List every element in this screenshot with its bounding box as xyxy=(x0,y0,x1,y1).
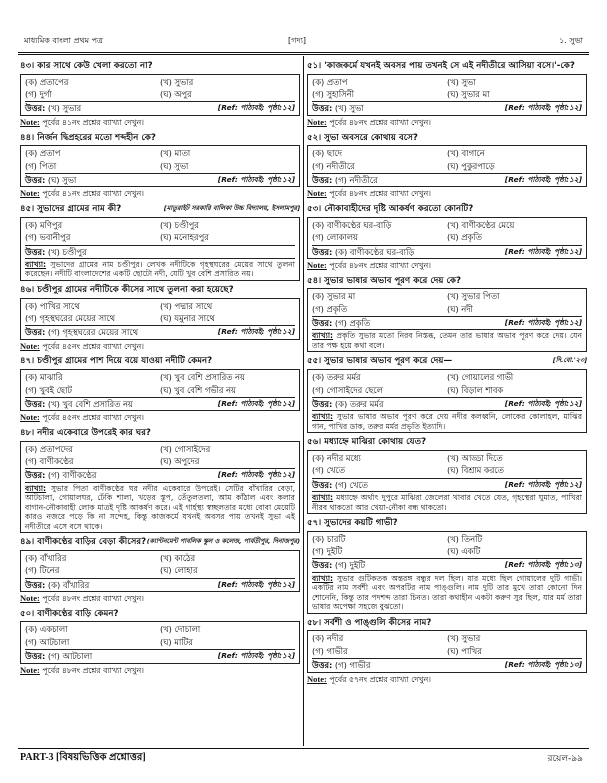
answer-row xyxy=(312,316,582,329)
reference-text: [Ref: পাঠ্যবই: পৃষ্ঠা:১২] xyxy=(217,103,295,113)
question-title xyxy=(307,275,587,288)
option-item: (গ) দুর্গা xyxy=(25,89,52,100)
question-title xyxy=(307,60,587,73)
answer-line xyxy=(312,103,364,113)
option-item: (গ) খুবই ছোট xyxy=(25,384,72,395)
question-text: ৪৯। বাণীকণ্ঠের বাড়ির বেড়া কীসের? xyxy=(20,537,147,548)
answer-value: (গ) নদীতীরে xyxy=(334,175,378,185)
answer-box xyxy=(307,288,587,352)
answer-box xyxy=(307,145,587,187)
option-item: (খ) গোয়ালের গাভী xyxy=(447,372,514,383)
options-grid xyxy=(312,532,582,559)
note-label: Note: xyxy=(20,664,40,675)
note-label: Note: xyxy=(20,116,40,127)
answer-box xyxy=(307,630,587,672)
reference-text: [Ref: পাঠ্যবই: পৃষ্ঠা:১২] xyxy=(217,327,295,337)
option-item: (গ) খেতে xyxy=(312,465,345,476)
answer-label: উত্তর: xyxy=(312,660,333,671)
answer-value: (গ) গৃহস্থঘরের মেয়ের সাথে xyxy=(47,327,138,338)
option-item: (ঘ) নদী xyxy=(447,303,473,314)
explanation xyxy=(25,258,295,280)
note-line xyxy=(307,259,587,272)
option-item: (ঘ) অপুর xyxy=(160,89,192,100)
answer-row xyxy=(312,397,582,410)
question-block xyxy=(20,608,300,677)
answer-label: উত্তর: xyxy=(312,175,333,185)
option-item: (ঘ) মাটির xyxy=(160,636,193,647)
question-title xyxy=(20,355,300,368)
option-item: (খ) বাগানে xyxy=(447,148,485,159)
answer-label: উত্তর: xyxy=(25,246,46,257)
answer-label: উত্তর: xyxy=(25,398,46,409)
note-text: পূর্বের ৪৮নং প্রশ্নের ব্যাখ্যা দেখুন। xyxy=(329,189,431,199)
question-text: ৫২। সুভা অবসরে কোথায় বসে? xyxy=(307,132,418,143)
answer-line xyxy=(312,399,383,409)
explanation xyxy=(25,482,295,532)
right-column xyxy=(307,60,587,688)
question-title xyxy=(307,203,587,216)
option-item: (ক) মণিপুর xyxy=(25,219,63,230)
note-label: Note: xyxy=(307,116,327,127)
note-text: পূর্বের ৪৮নং প্রশ্নের ব্যাখ্যা দেখুন। xyxy=(329,117,431,127)
option-item: (ক) মাঝারি xyxy=(25,372,63,383)
option-item: (গ) টিনের xyxy=(25,565,60,576)
answer-box xyxy=(20,621,300,663)
option-item: (খ) দোচালা xyxy=(160,624,201,635)
explanation-text: সুভার ভাষার অভাব পূরণ করে দেয় নদীর কলধ্বনি, লোকের কোলাহল, মাঝির গান, পাখির ডাক, তরুর মর্মর প্রভৃতি ইত্যাদি। xyxy=(312,412,582,431)
answer-label: উত্তর: xyxy=(312,398,333,409)
option-item: (ক) প্রতাপ xyxy=(312,76,348,87)
option-item: (ক) সুভার মা xyxy=(312,291,356,302)
question-text: ৪৫। সুভাদের গ্রামের নাম কী? xyxy=(20,204,122,215)
answer-box xyxy=(20,298,300,340)
options-grid xyxy=(25,442,295,469)
note-text: পূর্বের ৪৮নং প্রশ্নের ব্যাখ্যা দেখুন। xyxy=(329,260,431,270)
note-line xyxy=(20,116,300,129)
question-block xyxy=(20,355,300,424)
question-source-tag: [দি.বো.'২৩] xyxy=(552,356,587,365)
option-item: (গ) প্রকৃতি xyxy=(312,303,348,314)
answer-value: (খ) খুব বেশি প্রসারিত নয় xyxy=(47,398,133,409)
options-grid xyxy=(312,370,582,397)
question-block xyxy=(20,284,300,353)
footer-rule xyxy=(18,748,589,749)
reference-text: [Ref: পাঠ্যবই: পৃষ্ঠা:১২] xyxy=(504,175,582,184)
question-text: ৪৩। কার সাথে কেউ খেলা করতো না? xyxy=(20,61,153,71)
answer-row xyxy=(312,478,582,491)
answer-line xyxy=(312,175,378,185)
answer-label: উত্তর: xyxy=(312,246,333,257)
reference-text: [Ref: পাঠ্যবই: পৃষ্ঠা:১২] xyxy=(504,103,582,113)
answer-line xyxy=(312,480,368,490)
options-grid xyxy=(312,289,582,316)
reference-text: [Ref: পাঠ্যবই: পৃষ্ঠা:১২] xyxy=(217,175,295,184)
note-line xyxy=(307,673,587,686)
option-item: (খ) পদ্মার সাথে xyxy=(160,300,213,311)
answer-value: (খ) সুভা xyxy=(334,103,364,114)
answer-value: (গ) আটচালা xyxy=(47,651,93,662)
answer-line xyxy=(312,318,370,328)
option-item: (ঘ) সুভা xyxy=(160,160,189,171)
option-item: (ঘ) যমুনার সাথে xyxy=(160,312,215,323)
note-text: পূর্বের ৫৭নং প্রশ্নের ব্যাখ্যা দেখুন। xyxy=(329,674,431,684)
option-item: (ঘ) মনোহরপুর xyxy=(160,232,209,243)
answer-value: (খ) সুভার xyxy=(47,103,82,114)
note-line xyxy=(20,592,300,605)
option-item: (ক) একচালা xyxy=(25,624,68,635)
question-block xyxy=(20,203,300,281)
answer-label: উত্তর: xyxy=(312,103,333,114)
option-item: (ক) তরুর মর্মর xyxy=(312,372,361,383)
reference-text: [Ref: পাঠ্যবই: পৃষ্ঠা:১২] xyxy=(217,651,295,661)
answer-box xyxy=(20,145,300,187)
option-item: (ঘ) বিশ্রাম করতে xyxy=(447,465,504,476)
answer-row xyxy=(312,558,582,571)
note-line xyxy=(20,411,300,424)
question-title xyxy=(20,132,300,145)
question-text: ৫৫। সুভার ভাষার অভাব পূরণ করে দেয়— xyxy=(307,356,453,367)
answer-box xyxy=(20,74,300,116)
note-line xyxy=(20,664,300,677)
answer-box xyxy=(307,217,587,259)
explanation-text: প্রকৃতি সুভার মতো নিরব নিস্তব্ধ, তেমন তার ভাষার অভাব পূরণ করে দেয়। যেন তার পক্ষ হয়ে কথা বলে। xyxy=(312,331,582,350)
question-text: ৫১। 'কাজকর্মে যখনই অবসর পায় তখনই সে এই নদীতীরে আসিয়া বসে।'-কে? xyxy=(307,61,575,71)
page-footer xyxy=(18,752,589,768)
question-text: ৫০। বাণীকণ্ঠের বাড়ি কেমন? xyxy=(20,608,119,619)
option-item: (ক) ছাদে xyxy=(312,148,343,159)
question-title xyxy=(20,203,300,216)
answer-box xyxy=(20,441,300,534)
options-grid xyxy=(25,622,295,649)
answer-label: উত্তর: xyxy=(312,318,333,329)
question-block xyxy=(307,275,587,353)
question-source-tag: (ক্যান্টনমেন্ট পাবলিক স্কুল ও কলেজ, পার্বতীপুর, দিনাজপুর) xyxy=(146,537,300,546)
options-grid xyxy=(25,146,295,173)
explanation-label: ব্যাখ্যা: xyxy=(312,412,334,422)
reference-text: [Ref: পাঠ্যবই: পৃষ্ঠা:১২] xyxy=(217,579,295,589)
option-item: (খ) চণ্ডীপুর xyxy=(160,219,199,230)
option-item: (খ) সুভার xyxy=(447,633,481,644)
note-label: Note: xyxy=(20,188,40,199)
option-item: (খ) সুভার পিতা xyxy=(447,291,500,302)
option-item: (ঘ) অপুদের xyxy=(160,456,200,467)
options-grid xyxy=(312,146,582,173)
reference-text: [Ref: পাঠ্যবই: পৃষ্ঠা:১২] xyxy=(217,398,295,408)
option-item: (গ) গাভীর xyxy=(312,645,348,656)
question-title xyxy=(20,60,300,73)
answer-label: উত্তর: xyxy=(25,579,46,590)
option-item: (ক) পাখির সাথে xyxy=(25,300,80,311)
explanation-label: ব্যাখ্যা: xyxy=(312,573,334,583)
note-text: পূর্বের ৪১নং প্রশ্নের ব্যাখ্যা দেখুন। xyxy=(42,189,144,199)
option-item: (ঘ) বিড়াল শাবক xyxy=(447,384,504,395)
explanation xyxy=(312,572,582,613)
answer-box xyxy=(20,369,300,411)
option-item: (ঘ) লোহার xyxy=(160,565,198,576)
answer-label: উত্তর: xyxy=(312,560,333,571)
answer-value: (ক) বাণীকণ্ঠের ঘর-বাড়ি xyxy=(334,246,415,257)
answer-value: (গ) প্রকৃতি xyxy=(334,318,371,329)
note-label: Note: xyxy=(307,188,327,199)
note-label: Note: xyxy=(20,593,40,604)
page-number: রয়েল-৯৯ xyxy=(547,754,583,764)
question-block xyxy=(20,536,300,605)
question-block xyxy=(307,355,587,433)
question-block xyxy=(307,203,587,272)
option-item: (ঘ) প্রকৃতি xyxy=(447,232,482,243)
answer-line xyxy=(25,327,138,337)
options-grid xyxy=(312,75,582,102)
option-item: (ক) প্রতাপদের xyxy=(25,443,73,454)
answer-label: উত্তর: xyxy=(25,175,46,185)
options-grid xyxy=(312,451,582,478)
question-block xyxy=(20,427,300,533)
reference-text: [Ref: পাঠ্যবই: পৃষ্ঠা:১৩] xyxy=(504,660,582,670)
option-item: (গ) পিতা xyxy=(25,160,57,171)
question-block xyxy=(307,617,587,686)
answer-line xyxy=(25,651,92,661)
answer-row xyxy=(312,173,582,186)
options-grid xyxy=(25,370,295,397)
answer-row xyxy=(25,173,295,186)
note-text: পূর্বের ৪৮নং প্রশ্নের ব্যাখ্যা দেখুন। xyxy=(42,594,144,604)
answer-value: (ক) বাঁখারির xyxy=(47,579,90,590)
section-label: [গদ্য] xyxy=(288,36,307,45)
option-item: (খ) আড্ডা দিতে xyxy=(447,452,503,463)
note-label: Note: xyxy=(20,340,40,351)
explanation xyxy=(312,491,582,513)
answer-row xyxy=(312,658,582,671)
answer-label: উত্তর: xyxy=(25,651,46,662)
answer-label: উত্তর: xyxy=(25,470,46,481)
option-item: (খ) তিনটি xyxy=(447,533,483,544)
option-item: (ঘ) পুকুরপাড়ে xyxy=(447,160,495,171)
answer-row xyxy=(25,468,295,481)
answer-line xyxy=(312,247,414,257)
explanation-label: ব্যাখ্যা: xyxy=(312,493,334,503)
answer-line xyxy=(25,103,81,113)
option-item: (গ) নদীতীরে xyxy=(312,160,355,171)
question-text: ৪৬। চণ্ডীপুর গ্রামের নদীটিকে কীসের সাথে তুলনা করা হয়েছে? xyxy=(20,284,234,295)
answer-box xyxy=(307,531,587,614)
reference-text: [Ref: পাঠ্যবই: পৃষ্ঠা:১২] xyxy=(217,470,295,480)
book-title: মাধ্যমিক বাংলা প্রথম পত্র xyxy=(24,36,103,45)
question-source-tag: [মাতুরাইট সরকারি বালিকা উচ্চ বিদ্যালয়, ইসলামপুর] xyxy=(163,204,300,213)
answer-line xyxy=(312,660,370,670)
answer-line xyxy=(312,560,365,570)
question-title xyxy=(20,608,300,621)
question-text: ৫৬। মধ্যাহ্নে মাঝিরা কোথায় যেত? xyxy=(307,437,427,448)
option-item: (ঘ) একটি xyxy=(447,546,481,557)
answer-box xyxy=(307,369,587,433)
question-text: ৫৩। নৌকাবাহীদের দৃষ্টি আকর্ষণ করতো কোনটি? xyxy=(307,204,474,215)
question-block xyxy=(307,132,587,201)
answer-value: (গ) বাণীকণ্ঠের xyxy=(47,470,97,481)
header-rule xyxy=(18,52,589,53)
question-text: ৪৮। নদীর একেবারে উপরেই কার ঘর? xyxy=(20,427,151,438)
note-label: Note: xyxy=(20,412,40,423)
question-text: ৫৮। সর্বশী ও পাঙ্গুলি কীসের নাম? xyxy=(307,617,432,628)
explanation xyxy=(312,410,582,432)
answer-value: (গ) খেতে xyxy=(334,479,368,490)
footer-part-label: PART-3 [বিষয়ভিত্তিক প্রশ্নোত্তর] xyxy=(20,752,146,763)
question-block xyxy=(307,517,587,614)
answer-box xyxy=(20,550,300,592)
answer-line xyxy=(25,580,89,590)
option-item: (ক) প্রতাপ xyxy=(25,148,61,159)
option-item: (ক) নদীর xyxy=(312,633,344,644)
options-grid xyxy=(25,218,295,245)
option-item: (গ) দুইটি xyxy=(312,546,343,557)
answer-label: উত্তর: xyxy=(25,103,46,114)
answer-value: (খ) চণ্ডীপুর xyxy=(47,246,87,257)
answer-row xyxy=(25,397,295,410)
option-item: (ক) প্রতাপের xyxy=(25,76,69,87)
option-item: (ক) বাণীকণ্ঠের ঘর-বাড়ি xyxy=(312,219,392,230)
reference-text: [Ref: পাঠ্যবই: পৃষ্ঠা:১২] xyxy=(504,246,582,256)
question-title xyxy=(20,284,300,297)
answer-box xyxy=(20,217,300,281)
option-item: (খ) গোসাইদের xyxy=(160,443,211,454)
note-line xyxy=(307,116,587,129)
answer-box xyxy=(307,450,587,514)
note-line xyxy=(20,187,300,200)
explanation-text: সুভার পিতা বাণীকণ্ঠের ঘর নদীর একেবারে উপরেই। সেটির বাঁখারির বেড়া, আটচালা, গোয়ালঘর, ঢেঁকি শালা, খড়ের স্তূপ, তেঁতুলতলা, আম কাঁঠাল এবং কলার বাগান-নৌকাবাহী লোক মাত্রই দৃষ্টি আকর্ষণ করে। এই গার্হস্থ্য স্বচ্ছলতার মধ্যে বোবা মেয়েটি কারও নজরে পড়ে কি না সন্দেহ, কিন্তু কাজকর্মে যখনই অবসর পায় তখনই সুভা এই নদীতীরে এসে বসে থাকে। xyxy=(25,483,296,531)
question-text: ৪৪। নির্জন দ্বিপ্রহরের মতো শব্দহীন কে? xyxy=(20,132,156,143)
question-text: ৫৭। সুভাদের কয়টি গাভী? xyxy=(307,517,398,528)
answer-value: (ক) তরুর মর্মর xyxy=(334,398,384,409)
answer-row xyxy=(312,245,582,258)
answer-row xyxy=(25,325,295,338)
page-header xyxy=(18,34,589,48)
options-grid xyxy=(25,299,295,326)
option-item: (গ) গৃহস্থঘরের মেয়ের সাথে xyxy=(25,312,116,323)
option-item: (ক) চারটি xyxy=(312,533,346,544)
note-line xyxy=(307,187,587,200)
question-block xyxy=(20,60,300,129)
explanation-text: সুভাদের গ্রামের নাম চণ্ডীপুর। লেখক নদীটিকে গৃহস্থঘরের মেয়ের সাথে তুলনা করেছেন। নদীটি বাংলাদেশের একটি ছোটো নদী, যেটি খুব বেশি প্রসারিত নয়। xyxy=(25,259,295,279)
question-text: ৫৪। সুভার ভাষার অভাব পূরণ করে দেয় কে? xyxy=(307,275,461,286)
answer-line xyxy=(25,399,133,409)
note-text: পূর্বের ৪৫নং প্রশ্নের ব্যাখ্যা দেখুন। xyxy=(42,341,144,351)
answer-row xyxy=(25,101,295,114)
option-item: (গ) ভবানীপুর xyxy=(25,232,71,243)
answer-value: (গ) গাভীর xyxy=(334,660,371,671)
option-item: (ঘ) পাখির xyxy=(447,645,482,656)
answer-row xyxy=(25,245,295,258)
explanation-label: ব্যাখ্যা: xyxy=(25,483,47,493)
answer-line xyxy=(25,470,96,480)
option-item: (খ) মাতা xyxy=(160,148,191,159)
answer-label: উত্তর: xyxy=(25,327,46,338)
question-title xyxy=(307,617,587,630)
question-block xyxy=(307,436,587,514)
answer-row xyxy=(25,649,295,662)
reference-text: [Ref: পাঠ্যবই: পৃষ্ঠা:১৩] xyxy=(504,560,582,570)
option-item: (খ) বাণীকণ্ঠের মেয়ে xyxy=(447,219,515,230)
reference-text: [Ref: পাঠ্যবই: পৃষ্ঠা:১২] xyxy=(504,398,582,408)
option-item: (গ) বাণীকণ্ঠের xyxy=(25,456,74,467)
note-text: পূর্বের ৪১নং প্রশ্নের ব্যাখ্যা দেখুন। xyxy=(42,117,144,127)
answer-line xyxy=(25,175,76,185)
header-rule-2 xyxy=(18,54,589,55)
answer-row xyxy=(25,578,295,591)
question-block xyxy=(307,60,587,129)
option-item: (খ) কাঠের xyxy=(160,552,196,563)
question-block xyxy=(20,132,300,201)
option-item: (ঘ) খুব বেশি গভীর নয় xyxy=(160,384,236,395)
option-item: (ক) বাঁখারির xyxy=(25,552,67,563)
option-item: (গ) লোকালয় xyxy=(312,232,358,243)
explanation-text: মধ্যাহ্নে অর্থাৎ দুপুরে মাঝিরা জেলেরা খাবার খেতে যেত, গৃহস্থেরা ঘুমাত, পাখিরা নীরব থাকতো আর খেয়া-নৌকা বন্ধ থাকতো। xyxy=(312,493,582,512)
question-title xyxy=(307,132,587,145)
option-item: (ক) নদীর মধ্যে xyxy=(312,452,361,463)
explanation-label: ব্যাখ্যা: xyxy=(312,331,334,341)
reference-text: [Ref: পাঠ্যবই: পৃষ্ঠা:১২] xyxy=(504,318,582,328)
question-title xyxy=(20,536,300,549)
question-text: ৪৭। চণ্ডীপুর গ্রামের পাশ দিয়ে বয়ে যাওয়া নদীটি কেমন? xyxy=(20,356,213,367)
note-label: Note: xyxy=(307,259,327,270)
chapter-title: ১. সুভা xyxy=(559,36,583,45)
note-line xyxy=(20,340,300,353)
answer-value: (গ) দুইটি xyxy=(334,560,366,571)
column-divider xyxy=(303,56,304,746)
options-grid xyxy=(25,75,295,102)
option-item: (ঘ) সুভার মা xyxy=(447,89,490,100)
options-grid xyxy=(25,551,295,578)
option-item: (গ) গোসাইদের ছেলে xyxy=(312,384,383,395)
left-column xyxy=(20,60,300,679)
explanation xyxy=(312,329,582,351)
option-item: (গ) আটচালা xyxy=(25,636,70,647)
question-title xyxy=(20,427,300,440)
note-label: Note: xyxy=(307,673,327,684)
option-item: (গ) সুহাসিনী xyxy=(312,89,354,100)
note-text: পূর্বের ৪৮নং প্রশ্নের ব্যাখ্যা দেখুন। xyxy=(42,665,144,675)
question-title xyxy=(307,355,587,368)
note-text: পূর্বের ৪৫নং প্রশ্নের ব্যাখ্যা দেখুন। xyxy=(42,413,144,423)
options-grid xyxy=(312,631,582,658)
option-item: (খ) সুভা xyxy=(447,76,476,87)
question-title xyxy=(307,436,587,449)
option-item: (খ) খুব বেশি প্রসারিত নয় xyxy=(160,372,245,383)
explanation-text: সুভার গুটিকতক অন্তরঙ্গ বন্ধুর দল ছিল। যার মধ্যে ছিল গোয়ালের দুটি গাভী। একটির নাম সর্বশী এবং অপরটির নাম পাঙ্গুলি। নাম দুটি তার মুখে তারা কোনো দিন শোনেনি, কিন্তু তার পদশব্দ তারা চিনত। তারা কথাহীন একটা করুণ সুর ছিল, যার মর্ম তারা ভাষার অপেক্ষা সহজে বুঝতো। xyxy=(312,573,582,612)
reference-text: [Ref: পাঠ্যবই: পৃষ্ঠা:১২] xyxy=(504,479,582,489)
answer-box xyxy=(307,74,587,116)
options-grid xyxy=(312,218,582,245)
explanation-label: ব্যাখ্যা: xyxy=(25,259,47,269)
answer-line xyxy=(25,247,87,257)
answer-row xyxy=(312,101,582,114)
answer-label: উত্তর: xyxy=(312,479,333,490)
answer-value: (ঘ) সুভা xyxy=(47,175,77,185)
question-title xyxy=(307,517,587,530)
option-item: (খ) সুভার xyxy=(160,76,194,87)
